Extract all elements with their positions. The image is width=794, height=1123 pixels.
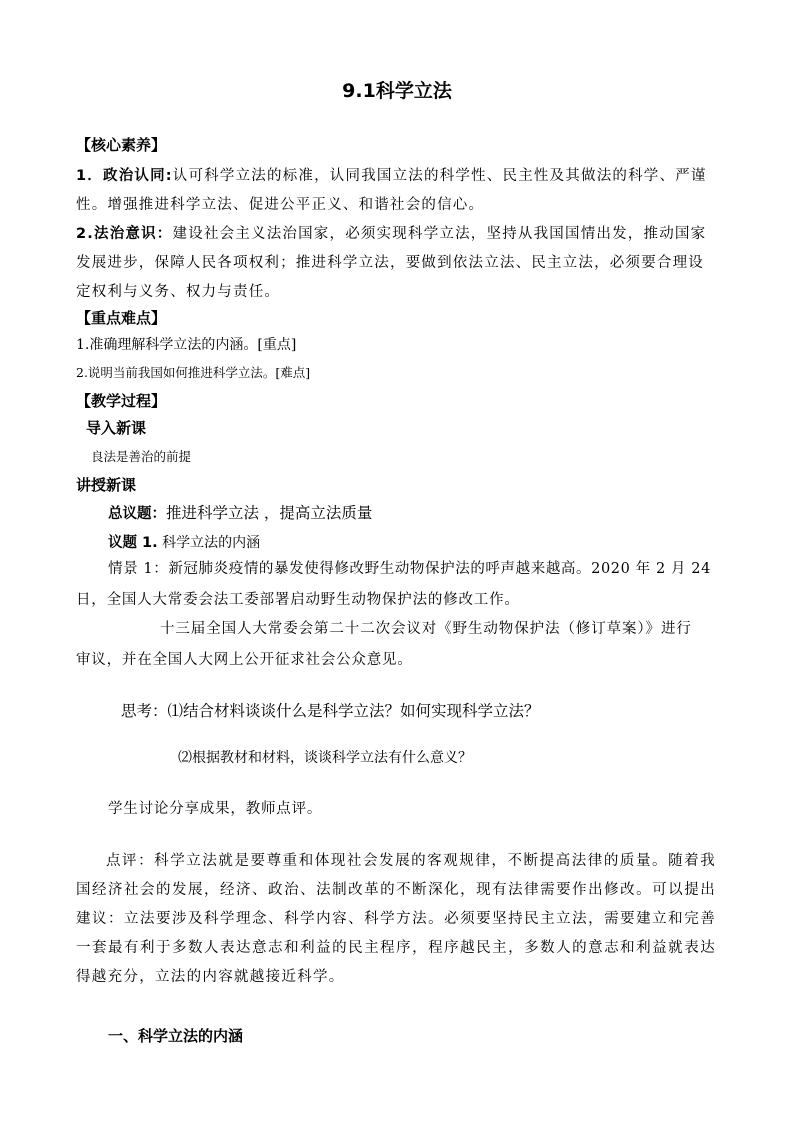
think-question-1: 思考：⑴结合材料谈谈什么是科学立法？如何实现科学立法？: [121, 702, 540, 720]
scene-1-line-1: 情景 1：新冠肺炎疫情的暴发使得修改野生动物保护法的呼声越来越高。2020 年 2 月 24: [108, 561, 711, 577]
key-point-2: 2.说明当前我国如何推进科学立法。[难点]: [76, 365, 311, 380]
main-topic-label: 总议题：: [108, 506, 166, 522]
scene-1-line-2: 日，全国人大常委会法工委部署启动野生动物保护法的修改工作。: [76, 592, 520, 608]
teacher-comment: 点评：科学立法就是要尊重和体现社会发展的客观规律，不断提高法律的质量。随着我国经济社会的发展，经济、政治、法制改革的不断深化，现有法律需要作出修改。可以提出建议：立法要涉及科学理念、科学内容、科学方法。必须要坚持民主立法，需要建立和完善一套最有利于多数人表达意志和利益的民主程序，程序越民主，多数人的意志和利益就表达得越充分，立法的内容就越接近科学。: [76, 853, 716, 985]
core-item-1-text-a: 认可科学立法的标准，认同我国立法的科学性、民主性及其做法的科学、严谨: [172, 168, 707, 184]
main-topic-text: 推进科学立法 ，提高立法质量: [166, 504, 373, 522]
core-item-2-label: 2.法治意识：: [76, 226, 173, 242]
sub-topic-label: 议题 1.: [108, 535, 158, 551]
scene-2-line-1: 十三届全国人大常委会第二十二次会议对《野生动物保护法（修订草案）》进行: [160, 621, 692, 637]
sub-topic-text: 科学立法的内涵: [157, 535, 261, 551]
discussion-note: 学生讨论分享成果，教师点评。: [108, 801, 323, 817]
page-title: 9.1科学立法: [342, 80, 452, 102]
core-item-1-label: 1．政治认同:: [76, 168, 173, 184]
core-item-2-text-a: 建设社会主义法治国家，必须实现科学立法，坚持从我国国情出发，推动国家: [172, 226, 707, 242]
think-question-2: ⑵根据教材和材料，谈谈科学立法有什么意义？: [178, 750, 472, 766]
main-topic: [108, 505, 372, 522]
sub-topic: [108, 534, 260, 551]
core-item-2-line-3: 定权利与义务、权力与责任。: [76, 284, 281, 300]
intro-heading: 导入新课: [86, 419, 147, 437]
core-item-1-line-2: 性。增强推进科学立法、促进公平正义、和谐社会的信心。: [76, 197, 485, 213]
lecture-heading: 讲授新课: [76, 476, 137, 494]
key-point-1: 1.准确理解科学立法的内涵。[重点]: [76, 337, 297, 353]
intro-text: 良法是善治的前提: [91, 449, 192, 464]
core-literacy-heading: 【核心素养】: [76, 136, 167, 154]
teaching-process-heading: 【教学过程】: [76, 392, 167, 410]
scene-2-line-2: 审议，并在全国人大网上公开征求社会公众意见。: [76, 652, 413, 668]
core-item-1-line-1: [76, 169, 707, 184]
core-item-2-line-2: 发展进步，保障人民各项权利；推进科学立法，要做到依法立法、民主立法，必须要合理设: [76, 255, 704, 271]
section-1-heading: 一、科学立法的内涵: [108, 1027, 244, 1045]
key-points-heading: 【重点难点】: [76, 309, 167, 327]
core-item-2-line-1: [76, 227, 706, 242]
